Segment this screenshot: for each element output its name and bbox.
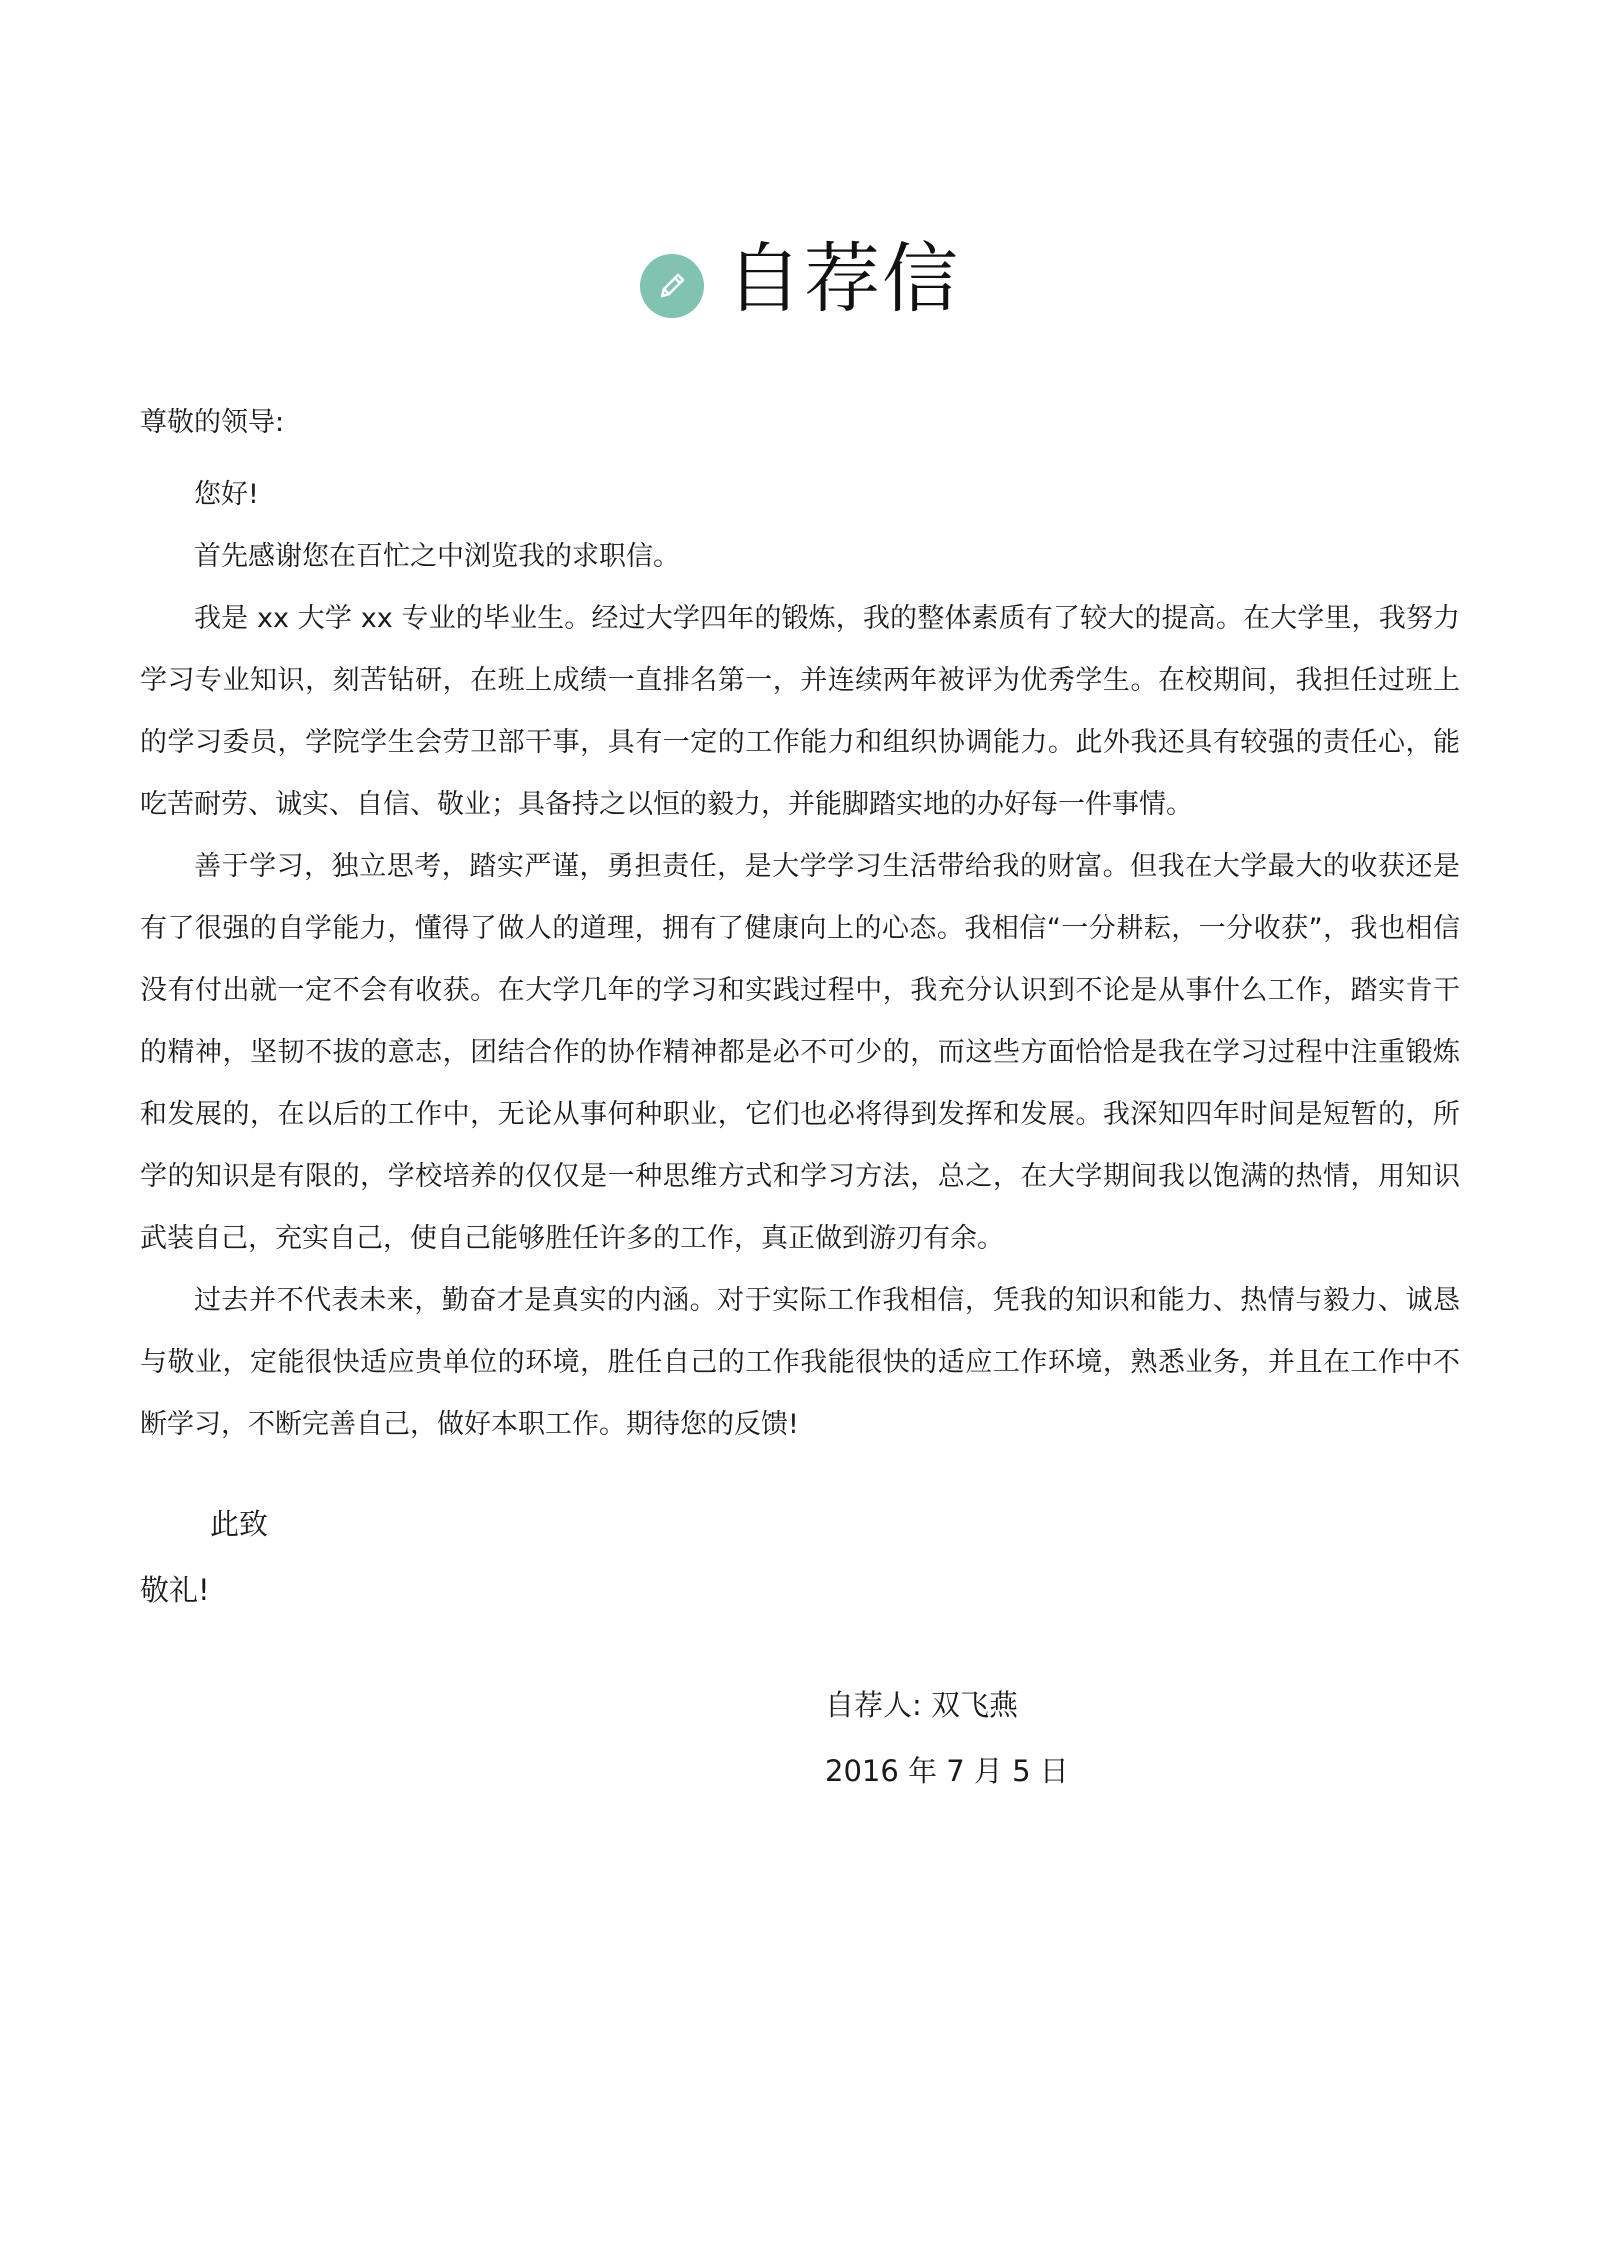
title-row — [0, 234, 1600, 323]
paragraph-intro: 首先感谢您在百忙之中浏览我的求职信。 — [194, 541, 680, 572]
paragraph-closing: 过去并不代表未来，勤奋才是真实的内涵。对于实际工作我相信，凭我的知识和能力、热情与毅力、诚恳与敬业，定能很快适应贵单位的环境，胜任自己的工作我能很快的适应工作环境，熟悉业务，并且在工作中不断学习，不断完善自己，做好本职工作。期待您的反馈! — [140, 1285, 1460, 1440]
paragraph-background: 我是 xx 大学 xx 专业的毕业生。经过大学四年的锻炼，我的整体素质有了较大的提高。在大学里，我努力学习专业知识，刻苦钻研，在班上成绩一直排名第一，并连续两年被评为优秀学生。在校期间，我担任过班上的学习委员，学院学生会劳卫部干事，具有一定的工作能力和组织协调能力。此外我还具有较强的责任心，能吃苦耐劳、诚实、自信、敬业；具备持之以恒的毅力，并能脚踏实地的办好每一件事情。 — [140, 603, 1460, 820]
salutation: 尊敬的领导: — [140, 407, 285, 438]
signature: 自荐人: 双飞燕 — [825, 1688, 1018, 1722]
letter-date: 2016 年 7 月 5 日 — [825, 1754, 1069, 1788]
closing-salute: 敬礼! — [140, 1573, 210, 1607]
greeting: 您好! — [194, 479, 259, 510]
pencil-icon — [640, 254, 704, 318]
closing-phrase: 此致 — [210, 1507, 269, 1541]
page-title: 自荐信 — [726, 234, 960, 323]
letter-body — [140, 392, 1460, 1456]
paragraph-strengths: 善于学习，独立思考，踏实严谨，勇担责任，是大学学习生活带给我的财富。但我在大学最大的收获还是有了很强的自学能力，懂得了做人的道理，拥有了健康向上的心态。我相信“一分耕耘，一分收获”，我也相信没有付出就一定不会有收获。在大学几年的学习和实践过程中，我充分认识到不论是从事什么工作，踏实肯干的精神，坚韧不拔的意志，团结合作的协作精神都是必不可少的，而这些方面恰恰是我在学习过程中注重锻炼和发展的，在以后的工作中，无论从事何种职业，它们也必将得到发挥和发展。我深知四年时间是短暂的，所学的知识是有限的，学校培养的仅仅是一种思维方式和学习方法，总之，在大学期间我以饱满的热情，用知识武装自己，充实自己，使自己能够胜任许多的工作，真正做到游刃有余。 — [140, 851, 1460, 1254]
signature-block — [825, 1672, 1069, 1804]
